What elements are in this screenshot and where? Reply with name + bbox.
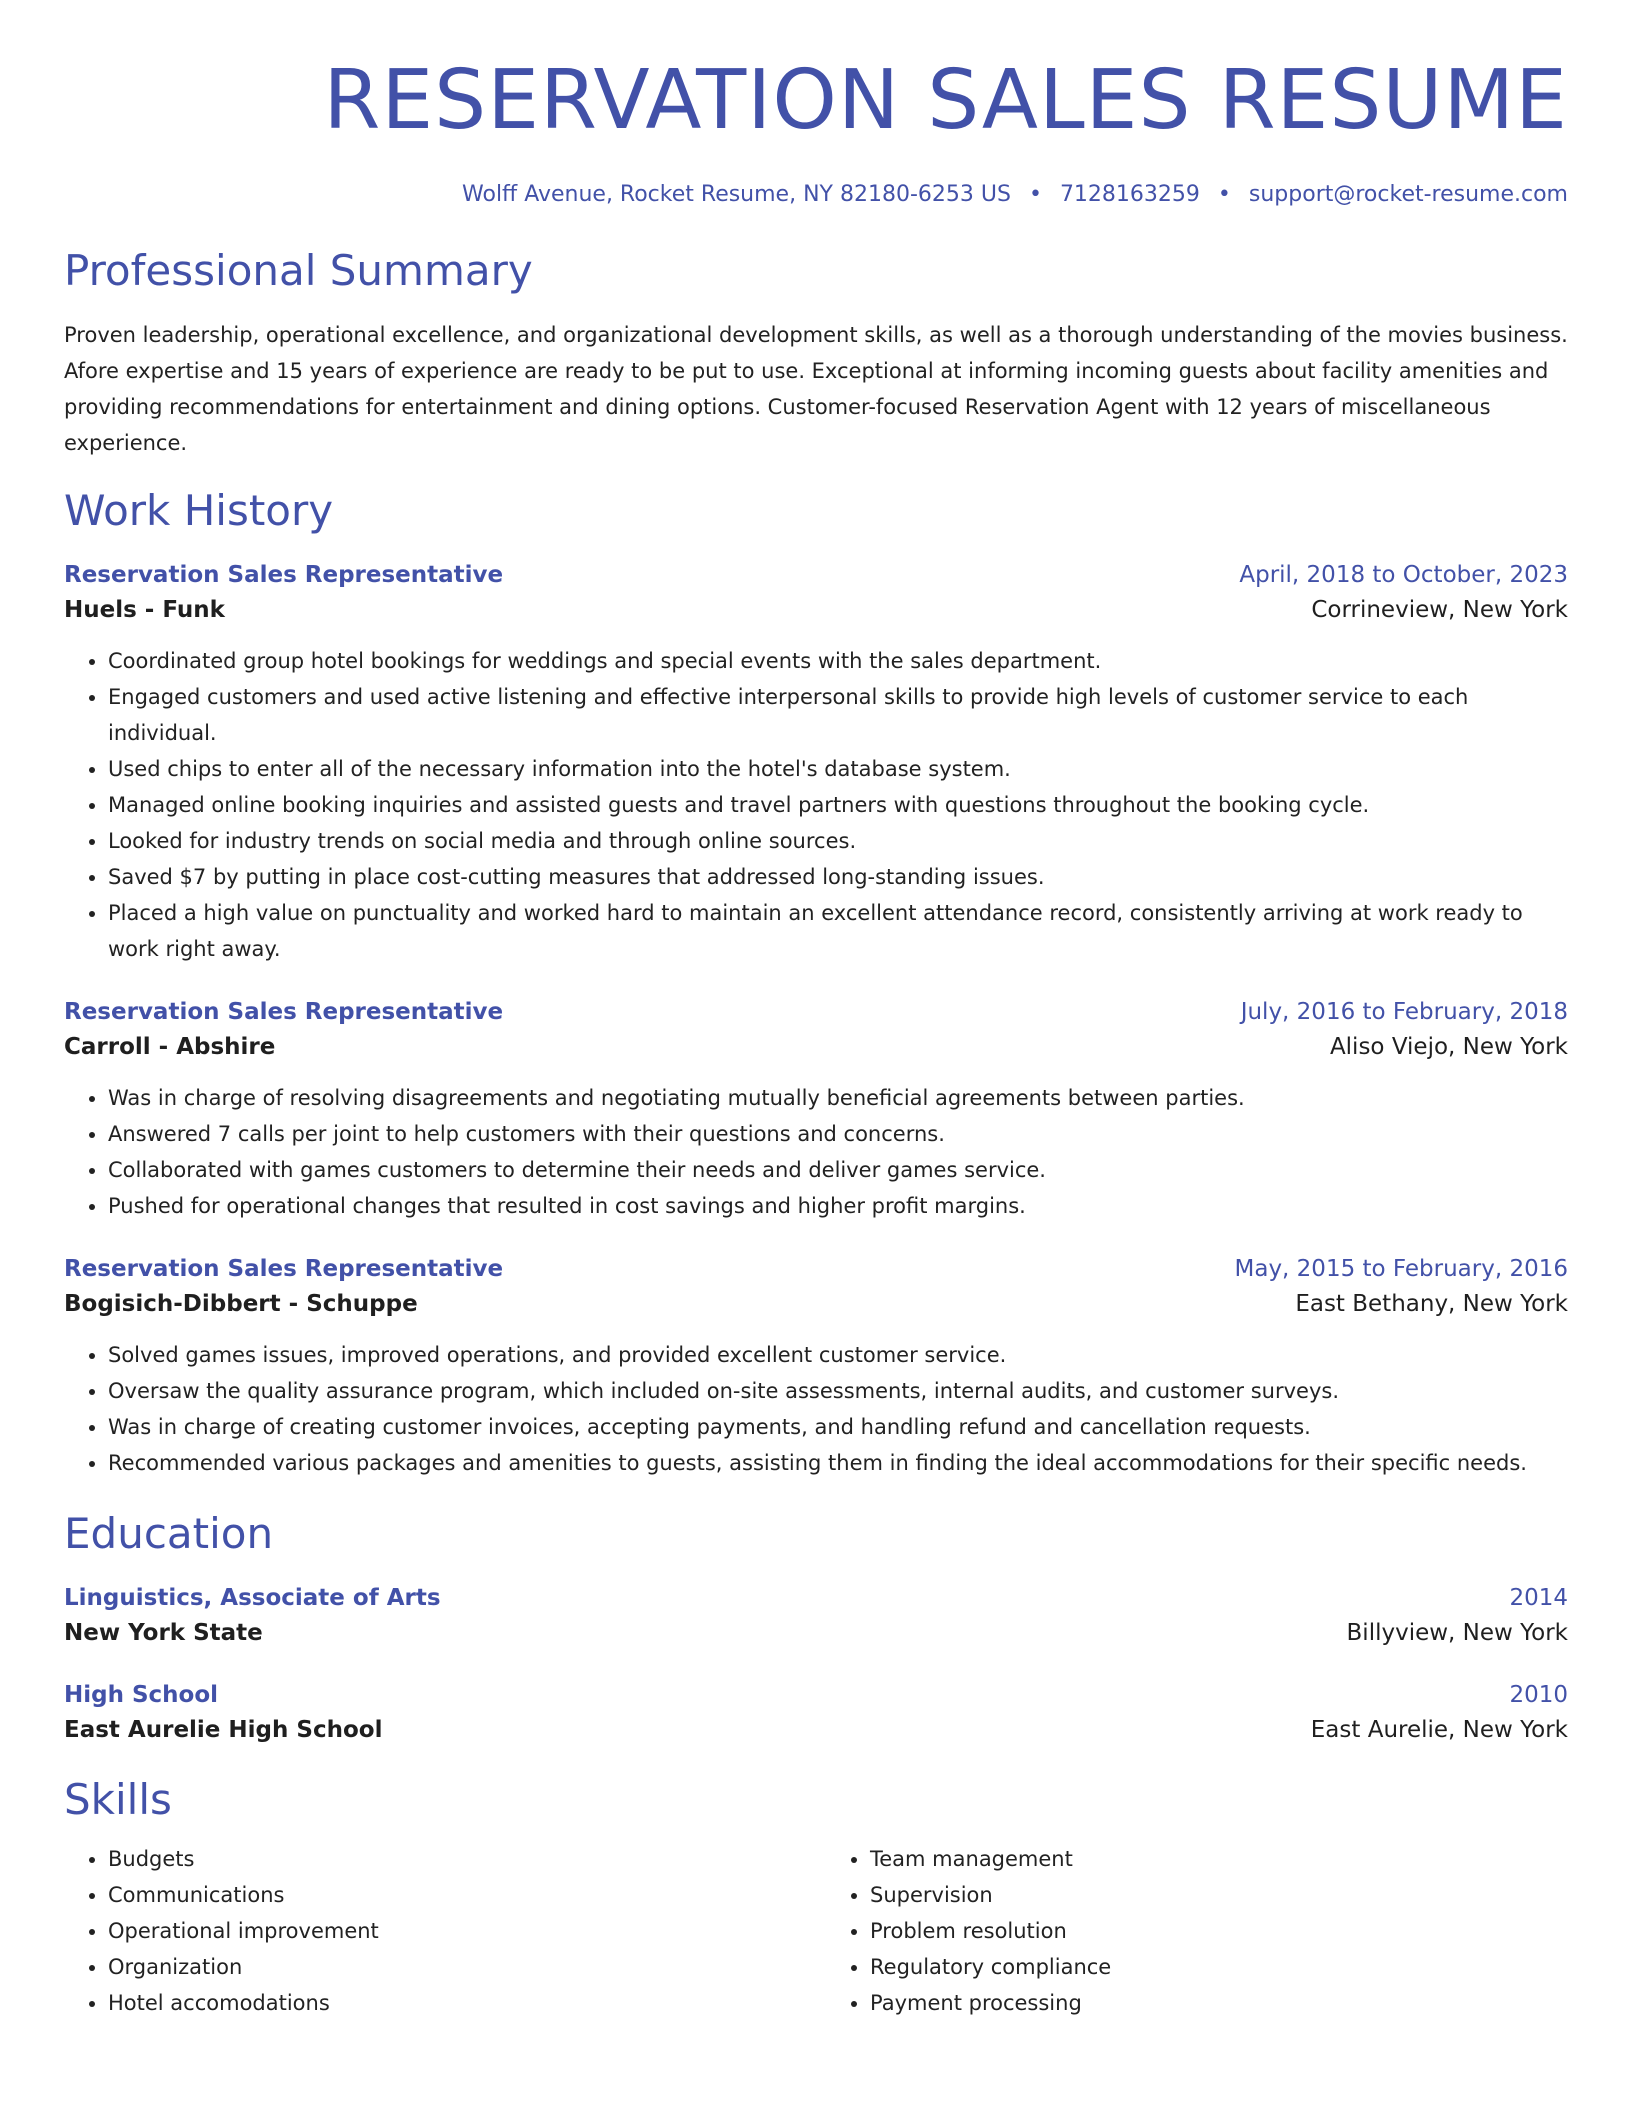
- work-history-heading: Work History: [64, 486, 334, 535]
- job-dates: July, 2016 to February, 2018: [1240, 999, 1568, 1025]
- education-location: East Aurelie, New York: [1310, 1717, 1568, 1743]
- education-location: Billyview, New York: [1346, 1620, 1568, 1646]
- job-location: East Bethany, New York: [1295, 1291, 1568, 1317]
- job-bullet: • Engaged customers and used active listening and effective interpersonal skills to provide high levels of customer service to each individual.: [108, 679, 1568, 751]
- contact-separator: •: [1217, 182, 1231, 207]
- job-bullet: • Oversaw the quality assurance program, which included on-site assessments, internal audits, and customer surveys.: [108, 1373, 1568, 1409]
- job-entry: [64, 1256, 1568, 1481]
- skill-item: • Regulatory compliance: [870, 1949, 1568, 1985]
- summary-text: Proven leadership, operational excellence, and organizational development skills, as well as a thorough understanding of the movies business. Afore expertise and 15 years of experience are ready to be put to use. Exceptional at informing incoming guests about facility amenities and providing recommendations for entertainment and dining options. Customer-focused Reservation Agent with 12 years of miscellaneous experience.: [64, 323, 1568, 455]
- education-year: 2010: [1509, 1682, 1568, 1708]
- job-bullet: • Was in charge of resolving disagreements and negotiating mutually beneficial agreements between parties.: [108, 1080, 1568, 1116]
- job-entry: [64, 562, 1568, 967]
- job-dates: May, 2015 to February, 2016: [1234, 1256, 1568, 1282]
- job-company: Carroll - Abshire: [64, 1034, 276, 1060]
- job-bullet: • Collaborated with games customers to determine their needs and deliver games service.: [108, 1152, 1568, 1188]
- skill-item: • Organization: [108, 1949, 806, 1985]
- education-school: East Aurelie High School: [64, 1717, 383, 1743]
- contact-address: Wolff Avenue, Rocket Resume, NY 82180-6253 US: [462, 182, 1011, 207]
- skills-column-right: [806, 1841, 1568, 2021]
- skill-item: • Budgets: [108, 1841, 806, 1877]
- education-year: 2014: [1509, 1585, 1568, 1611]
- job-dates: April, 2018 to October, 2023: [1239, 562, 1568, 588]
- education-entry: [64, 1682, 1568, 1743]
- skill-item: • Supervision: [870, 1877, 1568, 1913]
- job-bullet: • Was in charge of creating customer invoices, accepting payments, and handling refund and cancellation requests.: [108, 1409, 1568, 1445]
- resume-title: RESERVATION SALES RESUME: [323, 53, 1568, 148]
- job-location: Aliso Viejo, New York: [1329, 1034, 1568, 1060]
- job-bullet: • Used chips to enter all of the necessary information into the hotel's database system.: [108, 751, 1568, 787]
- job-role: Reservation Sales Representative: [64, 562, 504, 588]
- job-bullet: • Solved games issues, improved operations, and provided excellent customer service.: [108, 1337, 1568, 1373]
- education-degree: High School: [64, 1682, 219, 1708]
- job-role: Reservation Sales Representative: [64, 1256, 504, 1282]
- contact-phone: 7128163259: [1059, 182, 1200, 207]
- education-school: New York State: [64, 1620, 263, 1646]
- job-bullet: • Coordinated group hotel bookings for weddings and special events with the sales department.: [108, 643, 1568, 679]
- job-bullets: [64, 1080, 1568, 1224]
- skill-item: • Problem resolution: [870, 1913, 1568, 1949]
- job-role: Reservation Sales Representative: [64, 999, 504, 1025]
- skill-item: • Payment processing: [870, 1985, 1568, 2021]
- skill-item: • Team management: [870, 1841, 1568, 1877]
- job-location: Corrineview, New York: [1311, 597, 1568, 623]
- job-bullet: • Pushed for operational changes that resulted in cost savings and higher profit margins.: [108, 1188, 1568, 1224]
- contact-line: [64, 184, 1568, 206]
- skills-list: [64, 1841, 1568, 2021]
- education-entry: [64, 1585, 1568, 1646]
- skills-column-left: [64, 1841, 806, 2021]
- job-bullet: • Managed online booking inquiries and assisted guests and travel partners with questions throughout the booking cycle.: [108, 787, 1568, 823]
- job-bullet: • Looked for industry trends on social media and through online sources.: [108, 823, 1568, 859]
- contact-email: support@rocket-resume.com: [1248, 182, 1568, 207]
- contact-separator: •: [1028, 182, 1042, 207]
- job-bullets: [64, 643, 1568, 967]
- skill-item: • Operational improvement: [108, 1913, 806, 1949]
- skill-item: • Communications: [108, 1877, 806, 1913]
- job-company: Bogisich-Dibbert - Schuppe: [64, 1291, 418, 1317]
- job-company: Huels - Funk: [64, 597, 225, 623]
- summary-heading: Professional Summary: [64, 246, 533, 295]
- skill-item: • Hotel accomodations: [108, 1985, 806, 2021]
- job-bullet: • Answered 7 calls per joint to help customers with their questions and concerns.: [108, 1116, 1568, 1152]
- job-entry: [64, 999, 1568, 1224]
- job-bullet: • Placed a high value on punctuality and worked hard to maintain an excellent attendance record, consistently arriving at work ready to work right away.: [108, 895, 1568, 967]
- job-bullet: • Recommended various packages and amenities to guests, assisting them in finding the ideal accommodations for their specific needs.: [108, 1445, 1568, 1481]
- job-bullet: • Saved $7 by putting in place cost-cutting measures that addressed long-standing issues.: [108, 859, 1568, 895]
- education-degree: Linguistics, Associate of Arts: [64, 1585, 441, 1611]
- education-heading: Education: [64, 1509, 274, 1558]
- job-bullets: [64, 1337, 1568, 1481]
- skills-heading: Skills: [64, 1775, 172, 1824]
